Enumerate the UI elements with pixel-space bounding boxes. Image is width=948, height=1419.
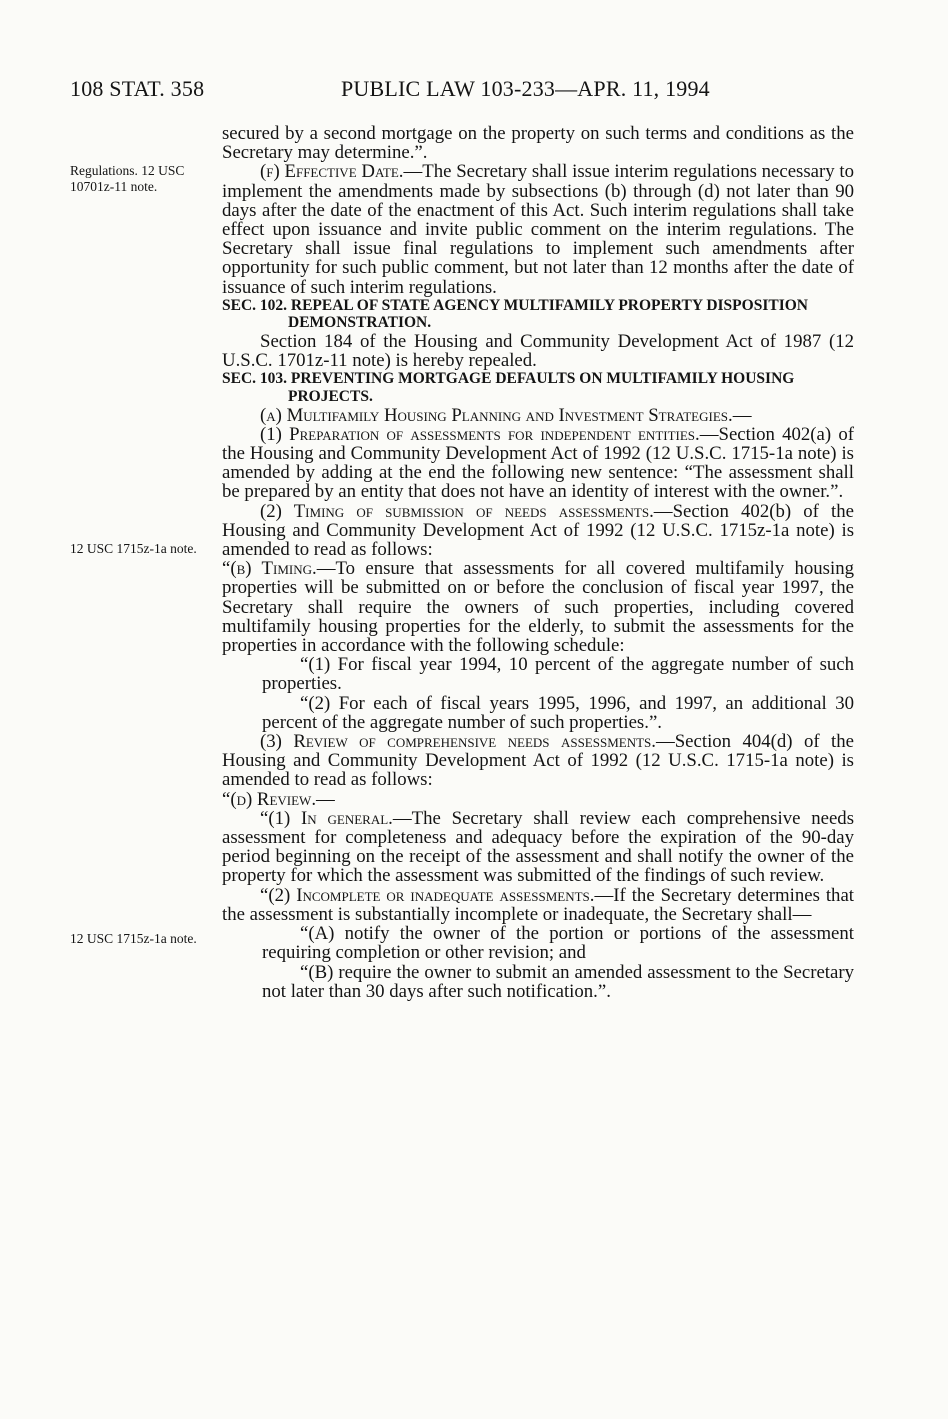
paragraph-a3-text: —Section 404(d) of the Housing and Community Development Act of 1992 (12 U.S.C. 1715-1a note) is amended to read as follows: bbox=[222, 731, 854, 791]
paragraph-a3 bbox=[222, 732, 854, 790]
statute-page-number: 108 STAT. 358 bbox=[70, 76, 205, 101]
margin-note-usc-402: 12 USC 1715z-1a note. bbox=[70, 541, 197, 556]
quoted-b-heading: “(b) Timing. bbox=[222, 558, 317, 580]
quoted-d2-text: —If the Secretary determines that the assessment is substantially incomplete or inadequate, the Secretary shall— bbox=[222, 884, 855, 925]
paragraph-a2-heading: (2) Timing of submission of needs assessments. bbox=[260, 500, 654, 522]
subsection-f-effective-date bbox=[222, 162, 854, 296]
section-102-heading: SEC. 102. REPEAL OF STATE AGENCY MULTIFAMILY PROPERTY DISPOSITION DEMONSTRATION. bbox=[222, 296, 808, 332]
quoted-d1-text: —The Secretary shall review each comprehensive needs assessment for completeness and adequacy before the expiration of the 90-day period beginning on the receipt of the assessment and shall notify the owner of the property for which the assessment was submitted of the findings of such review. bbox=[222, 807, 855, 887]
section-103-heading: SEC. 103. PREVENTING MORTGAGE DEFAULTS ON MULTIFAMILY HOUSING PROJECTS. bbox=[222, 370, 795, 406]
subsection-a-heading: (a) Multifamily Housing Planning and Investment Strategies. bbox=[260, 404, 733, 426]
quoted-subparagraph-A: “(A) notify the owner of the portion or portions of the assessment requiring completion or other revision; and bbox=[262, 923, 854, 964]
paragraph-a2 bbox=[222, 502, 854, 560]
paragraph-a1-text: —Section 402(a) of the Housing and Community Development Act of 1992 (12 U.S.C. 1715-1a note) is amended by adding at the end the following new sentence: “The assessment shall be prepared by an entity that does not have an identity of interest with the owner.”. bbox=[222, 423, 854, 503]
paragraph-a1-heading: (1) Preparation of assessments for independent entities. bbox=[260, 423, 700, 445]
quoted-paragraph-d2 bbox=[222, 886, 854, 924]
quoted-d2-heading: “(2) Incomplete or inadequate assessments. bbox=[260, 884, 595, 906]
subsection-f-heading: (f) Effective Date. bbox=[260, 161, 404, 183]
continuation-paragraph: secured by a second mortgage on the property on such terms and conditions as the Secretary may determine.”. bbox=[222, 123, 854, 164]
quoted-subsection-d bbox=[222, 790, 854, 809]
subsection-f-text: —The Secretary shall issue interim regulations necessary to implement the amendments made by subsections (b) through (d) not later than 90 days after the date of the enactment of this Act. Such interim regulations shall take effect upon issuance and invite public comment on the interim regulations. The Secretary shall issue final regulations to implement such amendments after opportunity for such public comment, but not later than 12 months after the date of issuance of such interim regulations. bbox=[222, 161, 854, 298]
paragraph-a1 bbox=[222, 425, 854, 502]
quoted-d-heading: “(d) Review. bbox=[222, 788, 317, 810]
paragraph-a2-text: —Section 402(b) of the Housing and Community Development Act of 1992 (12 U.S.C. 1715z-1a note) is amended to read as follows: bbox=[222, 500, 854, 561]
margin-note-usc-404: 12 USC 1715z-1a note. bbox=[70, 931, 197, 946]
margin-note-regulations: Regulations. 12 USC 10701z-11 note. bbox=[70, 163, 185, 194]
subsection-a-dash: — bbox=[732, 404, 752, 426]
main-text-column bbox=[222, 124, 854, 1001]
quoted-b-text: —To ensure that assessments for all covered multifamily housing properties will be submitted on or before the conclusion of fiscal year 1997, the Secretary shall require the owners of such properties, including covered multifamily housing properties for the elderly, to submit the assessments for the properties in accordance with the following schedule: bbox=[222, 558, 854, 657]
quoted-subparagraph-B: “(B) require the owner to submit an amended assessment to the Secretary not later than 30 days after such notification.”. bbox=[262, 961, 854, 1002]
schedule-item-2: “(2) For each of fiscal years 1995, 1996, and 1997, an additional 30 percent of the aggregate number of such properties.”. bbox=[262, 692, 854, 733]
running-head bbox=[70, 76, 850, 104]
quoted-d-dash: — bbox=[316, 788, 335, 810]
quoted-paragraph-d1 bbox=[222, 809, 854, 886]
quoted-subsection-b bbox=[222, 559, 854, 655]
paragraph-a3-heading: (3) Review of comprehensive needs assessments. bbox=[260, 731, 656, 753]
quoted-d1-heading: “(1) In general. bbox=[260, 807, 393, 829]
section-102-body: Section 184 of the Housing and Community Development Act of 1987 (12 U.S.C. 1701z-11 note) is hereby repealed. bbox=[222, 331, 854, 372]
public-law-citation: PUBLIC LAW 103-233—APR. 11, 1994 bbox=[341, 76, 710, 101]
subsection-a bbox=[222, 406, 854, 425]
schedule-item-1: “(1) For fiscal year 1994, 10 percent of the aggregate number of such properties. bbox=[262, 654, 854, 695]
